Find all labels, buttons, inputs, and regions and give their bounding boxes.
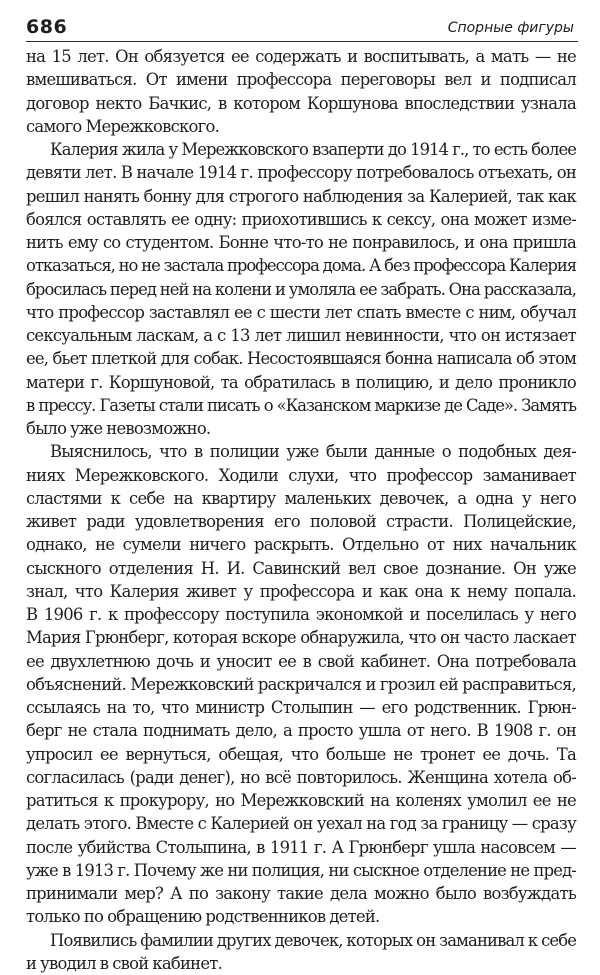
text-line: однако, не сумели ничего раскрыть. Отдельно от них начальник: [26, 533, 576, 556]
running-title: Спорные фигуры: [448, 15, 574, 41]
text-line: сыскного отделения Н. И. Савинский вел свое дознание. Он уже: [26, 557, 576, 580]
body-text: [26, 45, 576, 975]
text-line: вмешиваться. От имени профессора переговоры вел и подписал: [26, 68, 576, 91]
header-rule: [26, 41, 578, 42]
text-line: упросил ее вернуться, обещая, что больше не тронет ее дочь. Та: [26, 743, 576, 766]
text-line: ее двухлетнюю дочь и уносит ее в свой кабинет. Она потребовала: [26, 650, 576, 673]
text-line: в прессу. Газеты стали писать о «Казанском маркизе де Саде». Замять: [26, 394, 576, 417]
text-line: берг не стала поднимать дело, а просто ушла от него. В 1908 г. он: [26, 719, 576, 742]
text-line: живет ради удовлетворения его половой страсти. Полицейские,: [26, 510, 576, 533]
paragraph: [26, 45, 576, 138]
text-line: и уводил в свой кабинет.: [26, 952, 576, 975]
text-line: сластями к себе на квартиру маленьких девочек, а одна у него: [26, 487, 576, 510]
page-number: 686: [26, 12, 67, 42]
text-line: только по обращению родственников детей.: [26, 905, 576, 928]
text-line: принимали мер? А по закону такие дела можно было возбуждать: [26, 882, 576, 905]
text-line: боялся оставлять ее одну: приохотившись к сексу, она может изме-: [26, 208, 576, 231]
text-line: бросилась перед ней на колени и умоляла ее забрать. Она рассказала,: [26, 278, 576, 301]
text-line: согласилась (ради денег), но всё повторилось. Женщина хотела об-: [26, 766, 576, 789]
text-line: было уже невозможно.: [26, 417, 576, 440]
text-line: ратиться к прокурору, но Мережковский на коленях умолил ее не: [26, 789, 576, 812]
text-line: Выяснилось, что в полиции уже были данные о подобных дея-: [26, 440, 576, 463]
text-line: отказаться, но не застала профессора дома. А без профессора Калерия: [26, 254, 576, 277]
text-line: решил нанять бонну для строгого наблюдения за Калерией, так как: [26, 185, 576, 208]
text-line: договор некто Бачкис, в котором Коршунова впоследствии узнала: [26, 92, 576, 115]
paragraph: [26, 440, 576, 928]
text-line: Мария Грюнберг, которая вскоре обнаружила, что он часто ласкает: [26, 626, 576, 649]
text-line: уже в 1913 г. Почему же ни полиция, ни сыскное отделение не пред-: [26, 859, 576, 882]
text-line: что профессор заставлял ее с шести лет спать вместе с ним, обучал: [26, 301, 576, 324]
text-line: знал, что Калерия живет у профессора и как она к нему попала.: [26, 580, 576, 603]
text-line: девяти лет. В начале 1914 г. профессору потребовалось отъехать, он: [26, 161, 576, 184]
text-line: сексуальным ласкам, а с 13 лет лишил невинности, что он истязает: [26, 324, 576, 347]
text-line: ниях Мережковского. Ходили слухи, что профессор заманивает: [26, 464, 576, 487]
paragraph: [26, 138, 576, 440]
text-line: ссылаясь на то, что министр Столыпин — его родственник. Грюн-: [26, 696, 576, 719]
text-line: самого Мережковского.: [26, 115, 576, 138]
text-line: матери г. Коршуновой, та обратилась в полицию, и дело проникло: [26, 371, 576, 394]
page-header: [26, 12, 574, 42]
paragraph: [26, 929, 576, 975]
text-line: Появились фамилии других девочек, которых он заманивал к себе: [26, 929, 576, 952]
text-line: В 1906 г. к профессору поступила экономкой и поселилась у него: [26, 603, 576, 626]
text-line: ее, бьет плеткой для собак. Несостоявшаяся бонна написала об этом: [26, 347, 576, 370]
text-line: на 15 лет. Он обязуется ее содержать и воспитывать, а мать — не: [26, 45, 576, 68]
text-line: делать этого. Вместе с Калерией он уехал на год за границу — сразу: [26, 812, 576, 835]
text-line: нить ему со студентом. Бонне что-то не понравилось, и она пришла: [26, 231, 576, 254]
text-line: объяснений. Мережковский раскричался и грозил ей расправиться,: [26, 673, 576, 696]
text-line: Калерия жила у Мережковского взаперти до 1914 г., то есть более: [26, 138, 576, 161]
text-line: после убийства Столыпина, в 1911 г. А Грюнберг ушла насовсем —: [26, 836, 576, 859]
